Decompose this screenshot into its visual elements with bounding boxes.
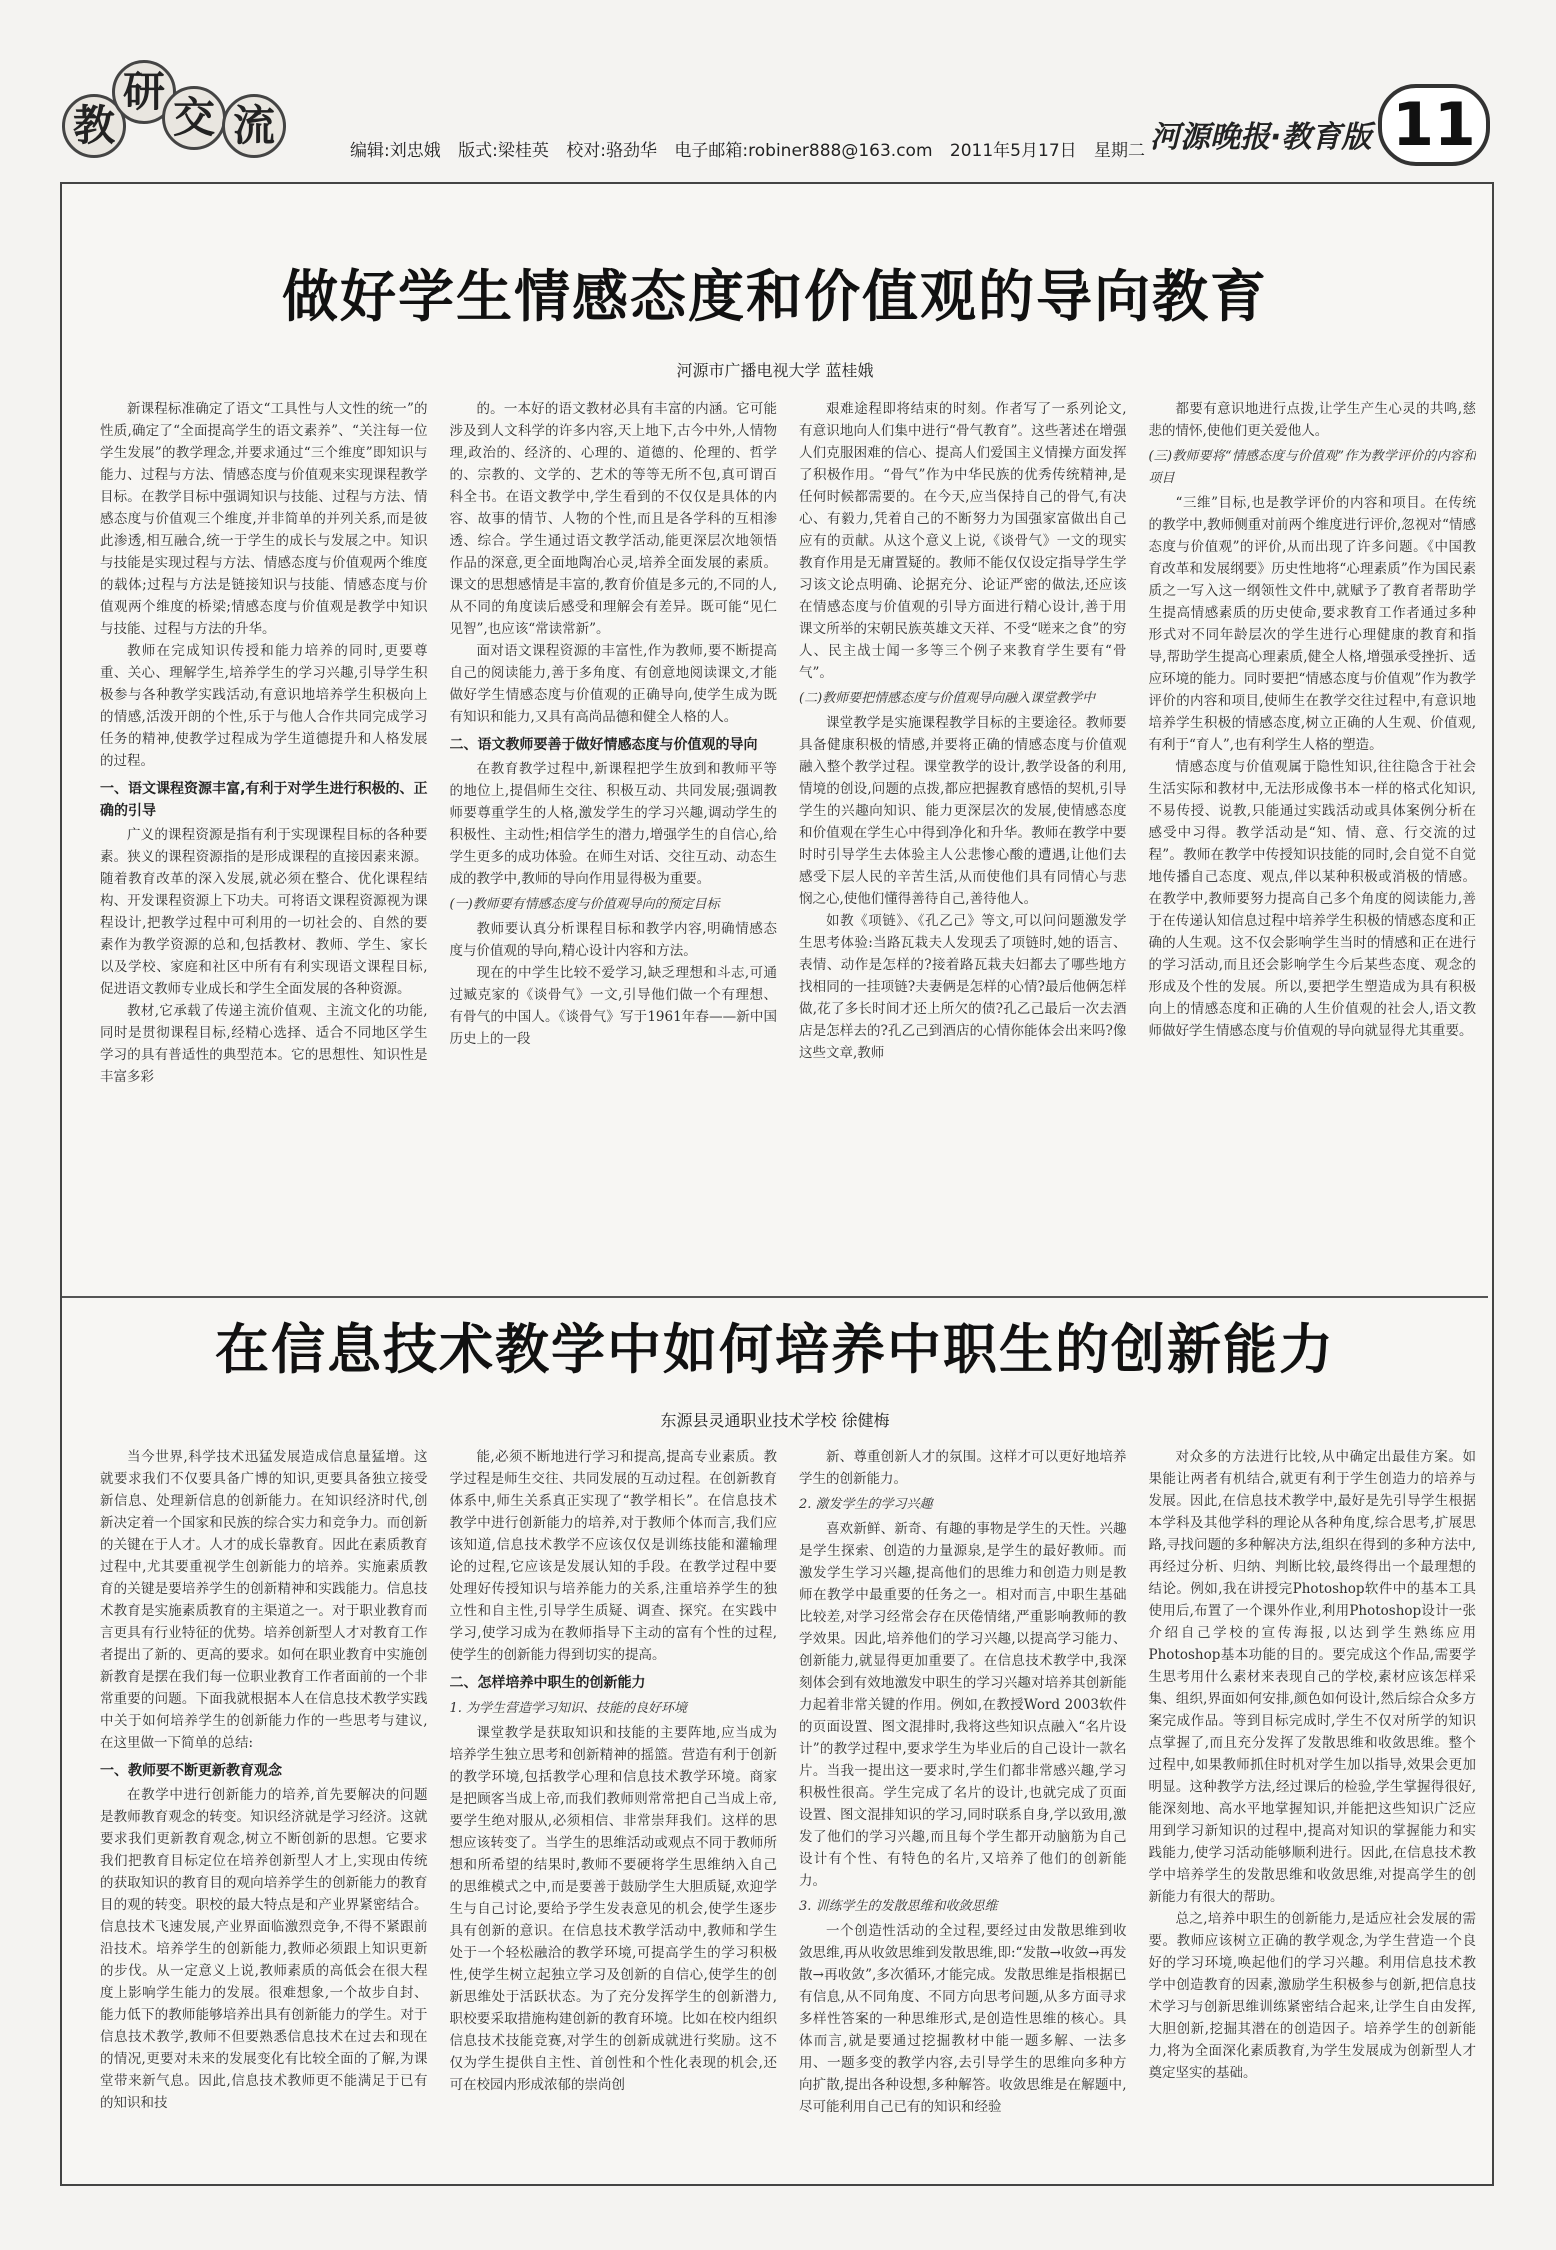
article-1-section-heading: 二、语文教师要善于做好情感态度与价值观的导向: [449, 737, 758, 753]
issue-date: 2011年5月17日: [949, 141, 1077, 161]
article-2-paragraph: 喜欢新鲜、新奇、有趣的事物是学生的天性。兴趣是学生探索、创造的力量源泉,是学生的最好教师。而激发学生学习兴趣,提高他们的思维力和创造力则是教师在教学中最重要的任务之一。相对而言,中职生基础比较差,对学习经常会存在厌倦情绪,严重影响教师的教学效果。因此,培养他们的学习兴趣,以提高学习能力、创新能力,就显得更加重要了。在信息技术教学中,我深刻体会到有效地激发中职生的学习兴趣对培养其创新能力起着非常关键的作用。例如,在教授Word 2003软件的页面设置、图文混排时,我将这些知识点融入“名片设计”的教学过程中,要求学生为毕业后的自己设计一款名片。当我一提出这一要求时,学生们都非常感兴趣,学习积极性很高。学生完成了名片的设计,也就完成了页面设置、图文混排知识的学习,同时联系自身,学以致用,激发了他们的学习兴趣,而且每个学生都开动脑筋为自己设计有个性、有特色的名片,又培养了他们的创新能力。: [799, 1521, 1127, 1889]
article-1-subheading: (二)教师要把情感态度与价值观导向融入课堂教学中: [799, 691, 1096, 706]
article-2-paragraph: 当今世界,科学技术迅猛发展造成信息量猛增。这就要求我们不仅要具备广博的知识,更要具备独立接受新信息、处理新信息的创新能力。在知识经济时代,创新决定着一个国家和民族的综合实力和竞争力。而创新的关键在于人才。人才的成长靠教育。因此在素质教育过程中,尤其要重视学生创新能力的培养。实施素质教育的关键是要培养学生的创新精神和实践能力。信息技术教育是实施素质教育的主渠道之一。对于职业教育而言更具有行业特征的优势。培养创新型人才对教育工作者提出了新的、更高的要求。如何在职业教育中实施创新教育是摆在我们每一位职业教育工作者面前的一个非常重要的问题。下面我就根据本人在信息技术教学实践中关于如何培养学生的创新能力作的一些思考与建议,在这里做一下简单的总结:: [100, 1449, 428, 1751]
article-2-paragraph: 对众多的方法进行比较,从中确定出最佳方案。如果能让两者有机结合,就更有利于学生创造力的培养与发展。因此,在信息技术教学中,最好是先引导学生根据本学科及其他学科的理论从各种角度,综合思考,扩展思路,寻找问题的多种解决方法,组织在得到的多种方法中,再经过分析、归纳、判断比较,最终得出一个最理想的结论。例如,我在讲授完Photoshop软件中的基本工具使用后,布置了一个课外作业,利用Photoshop设计一张介绍自己学校的宣传海报,以达到学生熟练应用Photoshop基本功能的目的。要完成这个作品,需要学生思考用什么素材来表现自己的学校,素材应该怎样采集、组织,界面如何安排,颜色如何设计,然后综合众多方案完成作品。等到目标完成时,学生不仅对所学的知识点掌握了,而且充分发挥了发散思维和收敛思维。整个过程中,如果教师抓住时机对学生加以指导,效果会更加明显。这种教学方法,经过课后的检验,学生掌握得很好,能深刻地、高水平地掌握知识,并能把这些知识广泛应用到学习新知识的过程中,提高对知识的掌握能力和实践能力,使学习活动能够顺利进行。因此,在信息技术教学中培养学生的发散思维和收敛思维,对提高学生的创新能力有很大的帮助。: [1148, 1449, 1476, 1905]
article-2-subheading: 2. 激发学生的学习兴趣: [799, 1497, 933, 1512]
article-2-paragraph: 在教学中进行创新能力的培养,首先要解决的问题是教师教育观念的转变。知识经济就是学习经济。这就要求我们更新教育观念,树立不断创新的思想。它要求我们把教育目标定位在培养创新型人才上,实现由传统的获取知识的教育目的观向培养学生的创新能力的教育目的观的转变。职校的最大特点是和产业界紧密结合。信息技术飞速发展,产业界面临激烈竞争,不得不紧跟前沿技术。培养学生的创新能力,教师必须跟上知识更新的步伐。从一定意义上说,教师素质的高低会在很大程度上影响学生能力的发展。很难想象,一个故步自封、能力低下的教师能够培养出具有创新能力的学生。对于信息技术教学,教师不但要熟悉信息技术在过去和现在的情况,更要对未来的发展变化有比较全面的了解,为课堂带来新气息。因此,信息技术教师更不能满足于已有的知识和技: [100, 1787, 428, 2111]
newspaper-brand: 河源晚报·教育版: [1150, 120, 1372, 155]
article-1-paragraph: “三维”目标,也是教学评价的内容和项目。在传统的教学中,教师侧重对前两个维度进行评价,忽视对“情感态度与价值观”的评价,从而出现了许多问题。《中国教育改革和发展纲要》历史性地将“心理素质”作为国民素质之一写入这一纲领性文件中,就赋予了教育者帮助学生提高情感素质的历史使命,要求教育工作者通过多种形式对不同年龄层次的学生进行心理健康的教育和指导,帮助学生提高心理素质,健全人格,增强承受挫折、适应环境的能力。同时要把“情感态度与价值观”作为教学评价的内容和项目,使师生在教学交往过程中,有意识地培养学生积极的情感态度,树立正确的人生观、价值观,有利于“育人”,也有利学生人格的塑造。: [1148, 495, 1476, 753]
article-1-paragraph: 面对语文课程资源的丰富性,作为教师,要不断提高自己的阅读能力,善于多角度、有创意地阅读课文,才能做好学生情感态度与价值观的正确导向,使学生成为既有知识和能力,又具有高尚品德和健全人格的人。: [449, 643, 777, 725]
article-2-paragraph: 课堂教学是获取知识和技能的主要阵地,应当成为培养学生独立思考和创新精神的摇篮。营造有利于创新的教学环境,包括教学心理和信息技术教学环境。商家是把顾客当成上帝,而我们教师则常常把自己当成上帝,要学生绝对服从,必须相信、非常崇拜我们。这样的思想应该转变了。当学生的思维活动或观点不同于教师所想和所希望的结果时,教师不要硬将学生思维纳入自己的思维模式之中,而是要善于鼓励学生大胆质疑,欢迎学生与自己讨论,要给予学生发表意见的机会,使学生逐步具有创新的意识。在信息技术教学活动中,教师和学生处于一个轻松融洽的教学环境,可提高学生的学习积极性,使学生树立起独立学习及创新的自信心,使学生的创新思维处于活跃状态。为了充分发挥学生的创新潜力,职校要采取措施构建创新的教育环境。比如在校内组织信息技术技能竞赛,对学生的创新成就进行奖励。这不仅为学生提供自主性、首创性和个性化表现的机会,还可在校园内形成浓郁的崇尚创: [449, 1725, 777, 2093]
article-1-column: [1149, 398, 1477, 1278]
article-2-subheading: 1. 为学生营造学习知识、技能的良好环境: [449, 1701, 688, 1716]
proofread-credit: 校对:骆劲华: [566, 141, 658, 161]
article-1-section-heading: 一、语文课程资源丰富,有利于对学生进行积极的、正确的引导: [100, 781, 428, 819]
article-2-paragraph: 一个创造性活动的全过程,要经过由发散思维到收敛思维,再从收敛思维到发散思维,即:“发散→收敛→再发散→再收敛”,多次循环,才能完成。发散思维是指根据已有信息,从不同角度、不同方向思考问题,从多方面寻求多样性答案的一种思维形式,是创造性思维的核心。具体而言,就是要通过挖掘教材中能一题多解、一法多用、一题多变的教学内容,去引导学生的思维向多种方向扩散,提出各种设想,多种解答。收敛思维是在解题中,尽可能利用自己已有的知识和经验: [799, 1923, 1127, 2115]
article-2-column: [799, 1446, 1127, 2172]
layout-credit: 版式:梁桂英: [458, 141, 549, 161]
article-1-column: [450, 398, 778, 1278]
article-1-paragraph: 情感态度与价值观属于隐性知识,往往隐含于社会生活实际和教材中,无法形成像书本一样的格式化知识,不易传授、说教,只能通过实践活动或具体案例分析在感受中习得。教学活动是“知、情、意、行交流的过程”。教师在教学中传授知识技能的同时,会自觉不自觉地传播自己态度、观点,伴以某种积极或消极的情感。在教学中,教师要努力提高自己多个角度的阅读能力,善于在传递认知信息过程中培养学生积极的情感态度和正确的人生观。这不仅会影响学生当时的情感和正在进行的学习活动,而且还会影响学生今后某些态度、观念的形成及个性的发展。所以,要把学生塑造成为具有积极向上的情感态度和正确的人生价值观的社会人,语文教师做好学生情感态度与价值观的导向就显得尤其重要。: [1148, 759, 1476, 1039]
article-2-section-heading: 二、怎样培养中职生的创新能力: [449, 1675, 646, 1691]
article-1-paragraph: 课堂教学是实施课程教学目标的主要途径。教师要具备健康积极的情感,并要将正确的情感态度与价值观融入整个教学过程。课堂教学的设计,教学设备的利用,情境的创设,问题的点拨,都应把握教育感悟的契机,引导学生的兴趣向知识、能力更深层次的发展,使情感态度和价值观在学生心中得到净化和升华。教师在教学中要时时引导学生去体验主人公悲惨心酸的遭遇,让他们去感受下层人民的辛苦生活,从而使他们具有同情心与悲悯之心,使他们懂得善待自己,善待他人。: [799, 715, 1127, 907]
logo-char: 交: [162, 86, 226, 150]
article-1-paragraph: 的。一本好的语文教材必具有丰富的内涵。它可能涉及到人文科学的许多内容,天上地下,古今中外,人情物理,政治的、经济的、心理的、道德的、伦理的、哲学的、宗教的、文学的、艺术的等等无所不包,真可谓百科全书。在语文教学中,学生看到的不仅仅是具体的内容、故事的情节、人物的个性,而且是各学科的互相渗透、综合。学生通过语文教学活动,能更深层次地领悟作品的深意,更全面地陶冶心灵,培养全面发展的素质。课文的思想感情是丰富的,教育价值是多元的,不同的人,从不同的角度读后感受和理解会有差异。既可能“见仁见智”,也应该“常读常新”。: [449, 401, 777, 637]
article-2-paragraph: 总之,培养中职生的创新能力,是适应社会发展的需要。教师应该树立正确的教学观念,为学生营造一个良好的学习环境,唤起他们的学习兴趣。利用信息技术教学中创造教育的因素,激励学生积极参与创新,把信息技术学习与创新思维训练紧密结合起来,让学生自由发挥,大胆创新,挖掘其潜在的创造因子。培养学生的创新能力,将为全面深化素质教育,为学生发展成为创新型人才奠定坚实的基础。: [1148, 1911, 1476, 2081]
logo-char: 流: [222, 94, 286, 158]
article-divider: [62, 1296, 1488, 1298]
article-1-paragraph: 广义的课程资源是指有利于实现课程目标的各种要素。狭义的课程资源指的是形成课程的直接因素来源。随着教育改革的深入发展,就必须在整合、优化课程结构、开发课程资源上下功夫。可将语文课程资源视为课程设计,把教学过程中可利用的一切社会的、自然的要素作为教学资源的总和,包括教材、教师、学生、家长以及学校、家庭和社区中所有有利实现语文课程目标,促进语文教师专业成长和学生全面发展的各种资源。: [100, 827, 428, 997]
article-1-column: [100, 398, 428, 1278]
article-1-body: [100, 398, 1476, 1278]
article-2-column: [1149, 1446, 1477, 2172]
article-1-subheading: (三)教师要将“情感态度与价值观”作为教学评价的内容和项目: [1148, 449, 1476, 486]
editor-credit: 编辑:刘忠娥: [350, 141, 441, 161]
article-2-paragraph: 新、尊重创新人才的氛围。这样才可以更好地培养学生的创新能力。: [799, 1449, 1127, 1487]
article-2-body: [100, 1446, 1476, 2172]
article-1-subheading: (一)教师要有情感态度与价值观导向的预定目标: [449, 897, 720, 912]
article-2-subheading: 3. 训练学生的发散思维和收敛思维: [799, 1899, 998, 1914]
article-1-paragraph: 在教育教学过程中,新课程把学生放到和教师平等的地位上,提倡师生交往、积极互动、共同发展;强调教师要尊重学生的人格,激发学生的学习兴趣,调动学生的积极性、主动性;相信学生的潜力,增强学生的自信心,给学生更多的成功体验。在师生对话、交往互动、动态生成的教学中,教师的导向作用显得极为重要。: [449, 761, 777, 887]
article-1-paragraph: 教师在完成知识传授和能力培养的同时,更要尊重、关心、理解学生,培养学生的学习兴趣,引导学生积极参与各种教学实践活动,有意识地培养学生积极向上的情感,活泼开朗的个性,乐于与他人合作共同完成学习任务的精神,使教学过程成为学生道德提升和人格发展的过程。: [100, 643, 428, 769]
page-header: [0, 0, 1556, 175]
article-1-title: 做好学生情感态度和价值观的导向教育: [282, 265, 1268, 330]
article-2-byline: 东源县灵通职业技术学校 徐健梅: [660, 1411, 890, 1430]
article-2-column: [450, 1446, 778, 2172]
article-2-title: 在信息技术教学中如何培养中职生的创新能力: [215, 1318, 1335, 1381]
article-2-paragraph: 能,必须不断地进行学习和提高,提高专业素质。教学过程是师生交往、共同发展的互动过程。在创新教育体系中,师生关系真正实现了“教学相长”。在信息技术教学中进行创新能力的培养,对于教师个体而言,我们应该知道,信息技术教学不应该仅仅是训练技能和灌输理论的过程,它应该是发展认知的手段。在教学过程中要处理好传授知识与培养能力的关系,注重培养学生的独立性和自主性,引导学生质疑、调查、探究。在实践中学习,使学习成为在教师指导下主动的富有个性的过程,使学生的创新能力得到切实的提高。: [449, 1449, 777, 1663]
article-1-paragraph: 现在的中学生比较不爱学习,缺乏理想和斗志,可通过臧克家的《谈骨气》一文,引导他们做一个有理想、有骨气的中国人。《谈骨气》写于1961年春——新中国历史上的一段: [449, 965, 777, 1047]
email-contact: 电子邮箱:robiner888@163.com: [674, 141, 933, 161]
article-1-paragraph: 教材,它承载了传递主流价值观、主流文化的功能,同时是贯彻课程目标,经精心选择、适合不同地区学生学习的具有普适性的典型范本。它的思想性、知识性是丰富多彩: [100, 1003, 428, 1085]
article-1-paragraph: 如教《项链》、《孔乙己》等文,可以问问题激发学生思考体验:当路瓦栽夫人发现丢了项链时,她的语言、表情、动作是怎样的?接着路瓦栽夫妇都去了哪些地方找相同的一挂项链?夫妻俩是怎样的心情?最后他俩怎样做,花了多长时间才还上所欠的债?孔乙己最后一次去酒店是怎样去的?孔乙己到酒店的心情你能体会出来吗?像这些文章,教师: [799, 913, 1127, 1061]
article-1-byline: 河源市广播电视大学 蓝桂娥: [676, 361, 874, 380]
article-1-paragraph: 教师要认真分析课程目标和教学内容,明确情感态度与价值观的导向,精心设计内容和方法。: [449, 921, 777, 959]
article-2-column: [100, 1446, 428, 2172]
article-1-column: [799, 398, 1127, 1278]
page-number: 11: [1378, 84, 1490, 166]
article-1-paragraph: 艰难途程即将结束的时刻。作者写了一系列论文,有意识地向人们集中进行“骨气教育”。这些著述在增强人们克服困难的信心、提高人们爱国主义情操方面发挥了积极作用。“骨气”作为中华民族的优秀传统精神,是任何时候都需要的。在今天,应当保持自己的骨气,有决心、有毅力,凭着自己的不断努力为国强家富做出自己应有的贡献。从这个意义上说,《谈骨气》一文的现实教育作用是无庸置疑的。教师不能仅仅设定指导学生学习该文论点明确、论据充分、论证严密的做法,还应该在情感态度与价值观的引导方面进行精心设计,善于用课文所举的宋朝民族英雄文天祥、不受“嗟来之食”的穷人、民主战士闻一多等三个例子来教育学生要有“骨气”。: [799, 401, 1127, 681]
article-2-section-heading: 一、教师要不断更新教育观念: [100, 1763, 282, 1779]
masthead-meta: [350, 136, 1157, 161]
logo-char: 研: [112, 60, 176, 124]
article-1-paragraph: 都要有意识地进行点拨,让学生产生心灵的共鸣,慈悲的情怀,使他们更关爱他人。: [1148, 401, 1476, 439]
logo-char: 教: [62, 94, 126, 158]
article-1-paragraph: 新课程标准确定了语文“工具性与人文性的统一”的性质,确定了“全面提高学生的语文素养”、“关注每一位学生发展”的教学理念,并要求通过“三个维度”即知识与能力、过程与方法、情感态度与价值观来实现课程教学目标。在教学目标中强调知识与技能、过程与方法、情感态度与价值观三个维度,并非简单的并列关系,而是彼此渗透,相互融合,统一于学生的成长与发展之中。知识与技能是实现过程与方法、情感态度与价值观两个维度的载体;过程与方法是链接知识与技能、情感态度与价值观两个维度的桥梁;情感态度与价值观是教学中知识与技能、过程与方法的升华。: [100, 401, 428, 637]
issue-weekday: 星期二: [1094, 141, 1146, 161]
